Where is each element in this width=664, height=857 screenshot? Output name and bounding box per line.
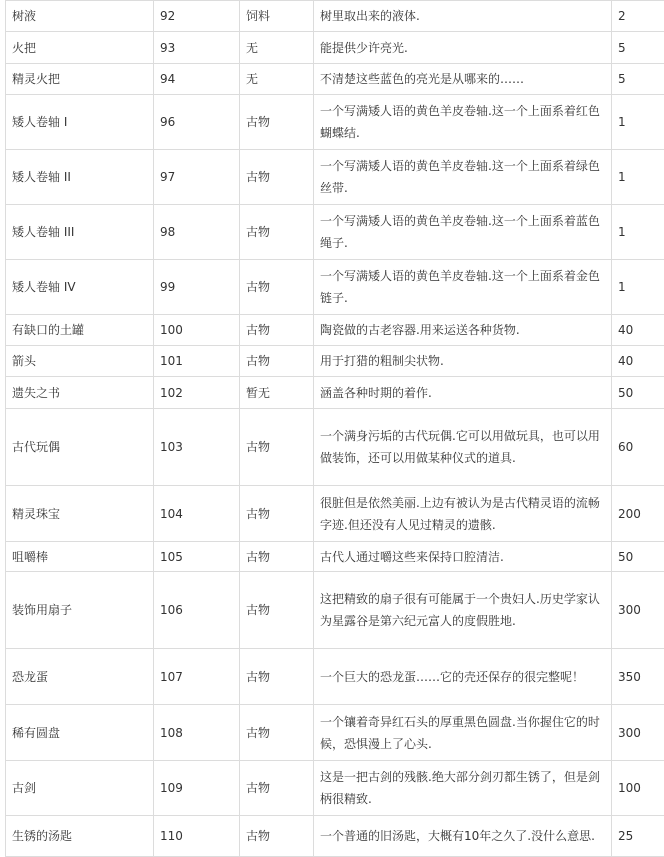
item-price-cell: 1 <box>612 95 664 150</box>
table-row <box>6 542 664 572</box>
item-id-cell: 94 <box>154 64 240 95</box>
table-row <box>6 705 664 761</box>
item-price-cell: 200 <box>612 486 664 542</box>
table-row <box>6 315 664 346</box>
item-description-cell: 树里取出来的液体. <box>314 1 612 32</box>
item-description-cell: 一个写满矮人语的黄色羊皮卷轴.这一个上面系着金色链子. <box>314 260 612 315</box>
item-name-cell: 箭头 <box>6 346 154 377</box>
item-id-cell: 93 <box>154 32 240 64</box>
item-price-cell: 5 <box>612 64 664 95</box>
item-id-cell: 106 <box>154 572 240 649</box>
item-name-cell: 精灵珠宝 <box>6 486 154 542</box>
item-id-cell: 98 <box>154 205 240 260</box>
table-row <box>6 1 664 32</box>
item-price-cell: 300 <box>612 572 664 649</box>
item-description-cell: 一个写满矮人语的黄色羊皮卷轴.这一个上面系着蓝色绳子. <box>314 205 612 260</box>
table-row <box>6 260 664 315</box>
item-price-cell: 50 <box>612 377 664 409</box>
item-description-cell: 这是一把古剑的残骸.绝大部分剑刃都生锈了，但是剑柄很精致. <box>314 761 612 816</box>
table-row <box>6 377 664 409</box>
item-name-cell: 稀有圆盘 <box>6 705 154 761</box>
item-name-cell: 精灵火把 <box>6 64 154 95</box>
item-name-cell: 咀嚼棒 <box>6 542 154 572</box>
item-id-cell: 100 <box>154 315 240 346</box>
item-price-cell: 300 <box>612 705 664 761</box>
item-id-cell: 96 <box>154 95 240 150</box>
item-id-cell: 104 <box>154 486 240 542</box>
item-description-cell: 一个巨大的恐龙蛋……它的壳还保存的很完整呢！ <box>314 649 612 705</box>
item-type-cell: 古物 <box>240 572 314 649</box>
item-price-cell: 1 <box>612 205 664 260</box>
item-name-cell: 矮人卷轴 III <box>6 205 154 260</box>
item-description-cell: 古代人通过嚼这些来保持口腔清洁. <box>314 542 612 572</box>
item-id-cell: 108 <box>154 705 240 761</box>
item-id-cell: 103 <box>154 409 240 486</box>
item-price-cell: 350 <box>612 649 664 705</box>
item-name-cell: 古剑 <box>6 761 154 816</box>
items-table-body <box>6 1 664 857</box>
item-type-cell: 古物 <box>240 150 314 205</box>
item-name-cell: 有缺口的土罐 <box>6 315 154 346</box>
table-row <box>6 64 664 95</box>
item-name-cell: 火把 <box>6 32 154 64</box>
item-name-cell: 生锈的汤匙 <box>6 816 154 857</box>
item-type-cell: 暂无 <box>240 377 314 409</box>
item-type-cell: 古物 <box>240 95 314 150</box>
item-name-cell: 古代玩偶 <box>6 409 154 486</box>
item-description-cell: 不清楚这些蓝色的亮光是从哪来的…… <box>314 64 612 95</box>
item-description-cell: 陶瓷做的古老容器.用来运送各种货物. <box>314 315 612 346</box>
item-type-cell: 古物 <box>240 315 314 346</box>
item-id-cell: 107 <box>154 649 240 705</box>
item-description-cell: 一个镶着奇异红石头的厚重黑色圆盘.当你握住它的时候，恐惧漫上了心头. <box>314 705 612 761</box>
item-price-cell: 5 <box>612 32 664 64</box>
item-id-cell: 101 <box>154 346 240 377</box>
item-id-cell: 109 <box>154 761 240 816</box>
item-price-cell: 50 <box>612 542 664 572</box>
item-price-cell: 2 <box>612 1 664 32</box>
item-description-cell: 涵盖各种时期的着作. <box>314 377 612 409</box>
item-type-cell: 古物 <box>240 761 314 816</box>
table-row <box>6 649 664 705</box>
item-description-cell: 一个写满矮人语的黄色羊皮卷轴.这一个上面系着绿色丝带. <box>314 150 612 205</box>
item-id-cell: 105 <box>154 542 240 572</box>
item-description-cell: 很脏但是依然美丽.上边有被认为是古代精灵语的流畅字迹.但还没有人见过精灵的遗骸. <box>314 486 612 542</box>
item-id-cell: 99 <box>154 260 240 315</box>
item-price-cell: 1 <box>612 260 664 315</box>
item-description-cell: 用于打猎的粗制尖状物. <box>314 346 612 377</box>
item-price-cell: 40 <box>612 315 664 346</box>
item-id-cell: 92 <box>154 1 240 32</box>
item-price-cell: 1 <box>612 150 664 205</box>
item-name-cell: 装饰用扇子 <box>6 572 154 649</box>
item-type-cell: 古物 <box>240 649 314 705</box>
item-price-cell: 100 <box>612 761 664 816</box>
item-name-cell: 树液 <box>6 1 154 32</box>
table-row <box>6 346 664 377</box>
item-type-cell: 饲料 <box>240 1 314 32</box>
item-name-cell: 遗失之书 <box>6 377 154 409</box>
item-id-cell: 97 <box>154 150 240 205</box>
item-price-cell: 25 <box>612 816 664 857</box>
item-name-cell: 矮人卷轴 II <box>6 150 154 205</box>
table-row <box>6 150 664 205</box>
item-type-cell: 古物 <box>240 486 314 542</box>
item-description-cell: 一个普通的旧汤匙，大概有10年之久了.没什么意思. <box>314 816 612 857</box>
item-description-cell: 一个满身污垢的古代玩偶.它可以用做玩具，也可以用做装饰，还可以用做某种仪式的道具. <box>314 409 612 486</box>
item-name-cell: 矮人卷轴 IV <box>6 260 154 315</box>
item-price-cell: 60 <box>612 409 664 486</box>
table-row <box>6 572 664 649</box>
items-table <box>5 0 664 857</box>
table-row <box>6 205 664 260</box>
table-row <box>6 486 664 542</box>
table-row <box>6 761 664 816</box>
table-row <box>6 32 664 64</box>
item-description-cell: 这把精致的扇子很有可能属于一个贵妇人.历史学家认为星露谷是第六纪元富人的度假胜地. <box>314 572 612 649</box>
item-name-cell: 恐龙蛋 <box>6 649 154 705</box>
item-id-cell: 102 <box>154 377 240 409</box>
item-type-cell: 古物 <box>240 542 314 572</box>
item-price-cell: 40 <box>612 346 664 377</box>
table-row <box>6 816 664 857</box>
item-type-cell: 古物 <box>240 705 314 761</box>
item-type-cell: 古物 <box>240 205 314 260</box>
table-row <box>6 409 664 486</box>
item-type-cell: 无 <box>240 32 314 64</box>
item-type-cell: 古物 <box>240 409 314 486</box>
item-type-cell: 古物 <box>240 816 314 857</box>
item-type-cell: 无 <box>240 64 314 95</box>
item-type-cell: 古物 <box>240 346 314 377</box>
item-id-cell: 110 <box>154 816 240 857</box>
item-description-cell: 能提供少许亮光. <box>314 32 612 64</box>
item-type-cell: 古物 <box>240 260 314 315</box>
item-name-cell: 矮人卷轴 I <box>6 95 154 150</box>
table-row <box>6 95 664 150</box>
item-description-cell: 一个写满矮人语的黄色羊皮卷轴.这一个上面系着红色蝴蝶结. <box>314 95 612 150</box>
